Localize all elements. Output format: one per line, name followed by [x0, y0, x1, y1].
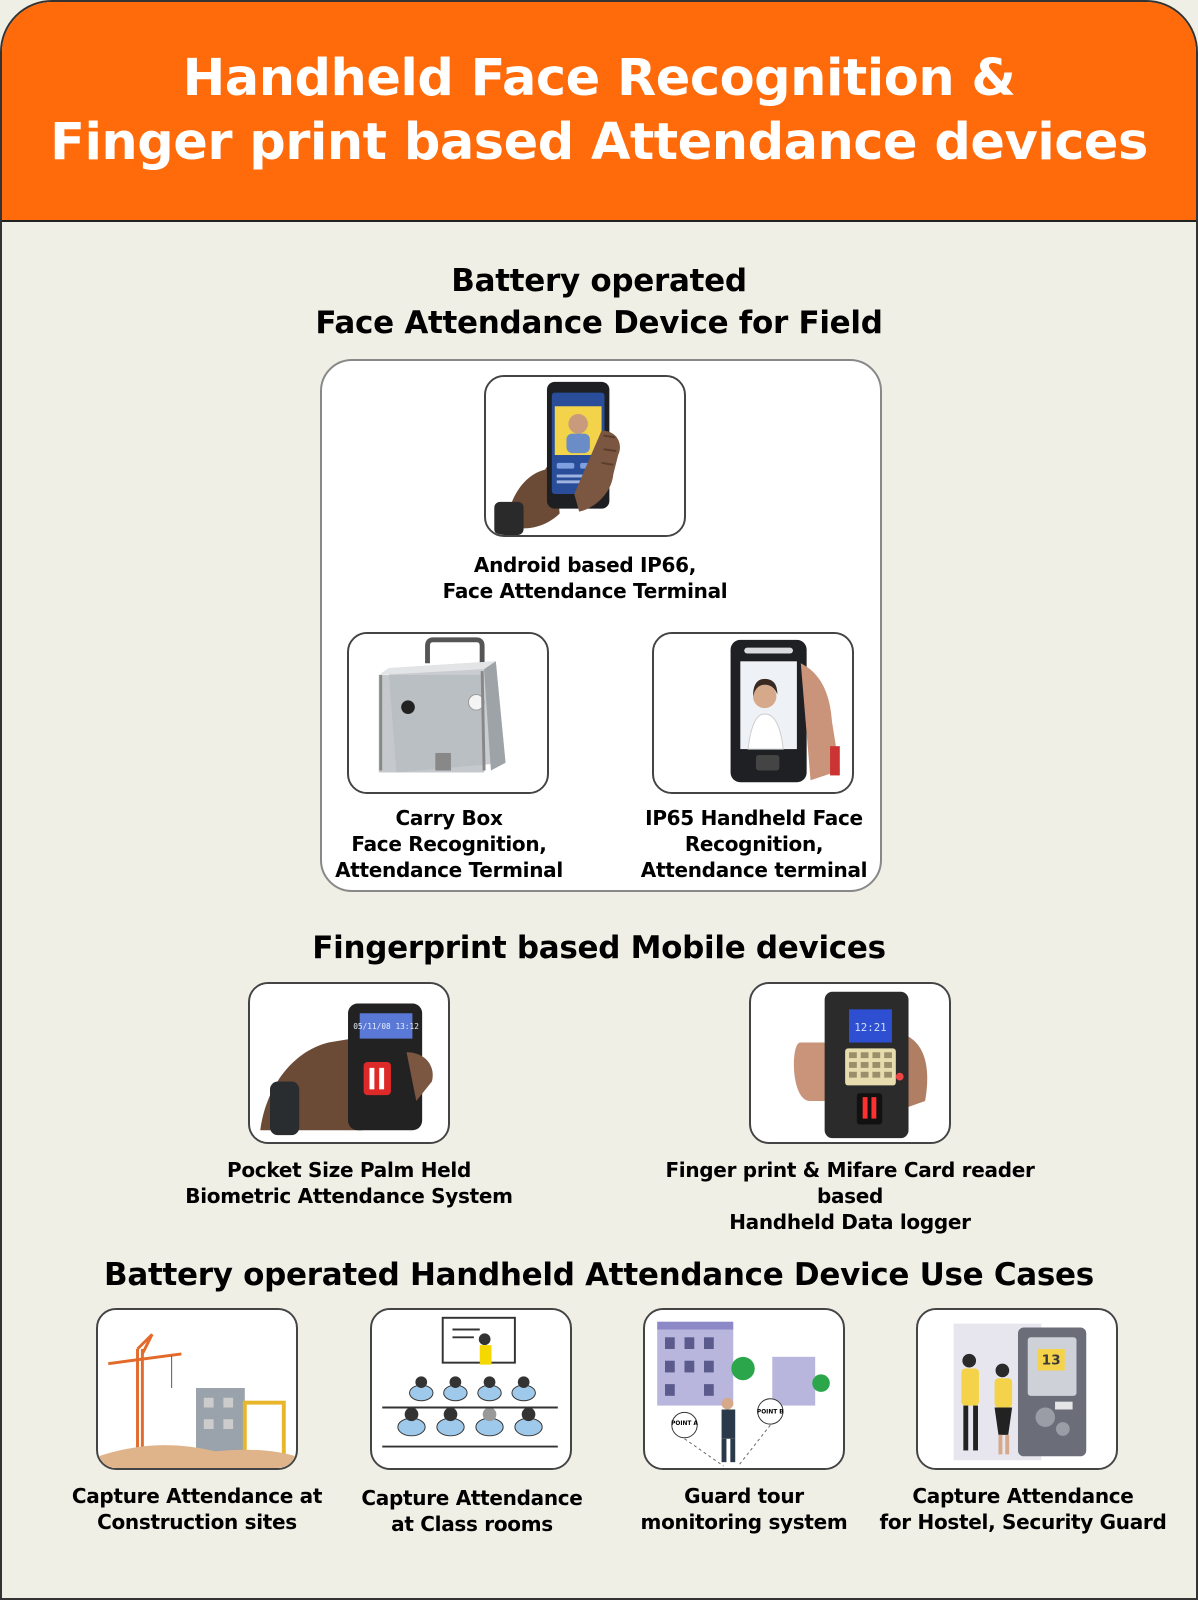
hostel-security-caption [878, 1483, 1168, 1535]
android-phone-illustration [486, 377, 684, 535]
mifare-logger-caption [630, 1157, 1070, 1235]
classroom-caption [350, 1485, 594, 1537]
caption-line: Handheld Data logger [729, 1210, 971, 1234]
caption-line: Capture Attendance [361, 1486, 583, 1510]
carry-box-illustration [349, 634, 547, 792]
caption-line: monitoring system [640, 1510, 848, 1534]
data-logger-illustration [751, 984, 949, 1142]
fingerprint-section-title: Fingerprint based Mobile devices [312, 930, 886, 966]
guard-tour-image [643, 1308, 845, 1470]
caption-line: Face Recognition, [351, 832, 547, 856]
ip65-device-illustration [654, 634, 852, 792]
caption-line: Attendance terminal [640, 858, 868, 882]
caption-line: Guard tour [684, 1484, 804, 1508]
logger-screen-text: 12:21 [854, 1020, 887, 1034]
caption-line: Attendance Terminal [335, 858, 563, 882]
pocket-device-screen-text: 05/11/08 13:12 [353, 1021, 419, 1031]
mifare-data-logger-image [749, 982, 951, 1144]
caption-line: Recognition, [684, 832, 824, 856]
point-a-label: POINT A [671, 1421, 698, 1428]
android-terminal-image [484, 375, 686, 537]
caption-line: Construction sites [97, 1510, 297, 1534]
usecase-section-title: Battery operated Handheld Attendance Device Use Cases [104, 1257, 1094, 1293]
face-title-line-2: Face Attendance Device for Field [315, 305, 883, 341]
caption-line: Capture Attendance [912, 1484, 1134, 1508]
classroom-illustration [372, 1310, 570, 1468]
point-b-label: POINT B [756, 1409, 784, 1416]
ip65-handheld-caption [618, 805, 890, 883]
android-terminal-caption [422, 552, 748, 604]
caption-line: Finger print & Mifare Card reader based [665, 1158, 1035, 1208]
page-title [50, 47, 1148, 175]
caption-line: Android based IP66, [473, 553, 697, 577]
classroom-image [370, 1308, 572, 1470]
carry-box-image [347, 632, 549, 794]
title-line-2: Finger print based Attendance devices [50, 113, 1148, 172]
ip65-handheld-image [652, 632, 854, 794]
face-title-line-1: Battery operated [451, 263, 747, 299]
pocket-palm-caption [184, 1157, 514, 1209]
construction-caption [58, 1483, 336, 1535]
caption-line: Biometric Attendance System [185, 1184, 513, 1208]
hostel-illustration [918, 1310, 1116, 1468]
caption-line: Capture Attendance at [71, 1484, 323, 1508]
guard-tour-illustration [645, 1310, 843, 1468]
door-number-label: 13 [1041, 1352, 1061, 1369]
caption-line: Carry Box [395, 806, 503, 830]
pocket-palm-device-image [248, 982, 450, 1144]
pocket-device-illustration [250, 984, 448, 1142]
caption-line: at Class rooms [391, 1512, 553, 1536]
guard-tour-caption [620, 1483, 868, 1535]
title-line-1: Handheld Face Recognition & [182, 49, 1016, 108]
caption-line: Pocket Size Palm Held [227, 1158, 471, 1182]
header-banner [2, 2, 1196, 222]
construction-illustration [98, 1310, 296, 1468]
caption-line: for Hostel, Security Guard [879, 1510, 1167, 1534]
construction-site-image [96, 1308, 298, 1470]
hostel-security-image [916, 1308, 1118, 1470]
caption-line: IP65 Handheld Face [645, 806, 863, 830]
caption-line: Face Attendance Terminal [442, 579, 728, 603]
face-section-title [2, 260, 1196, 344]
carry-box-caption [318, 805, 580, 883]
